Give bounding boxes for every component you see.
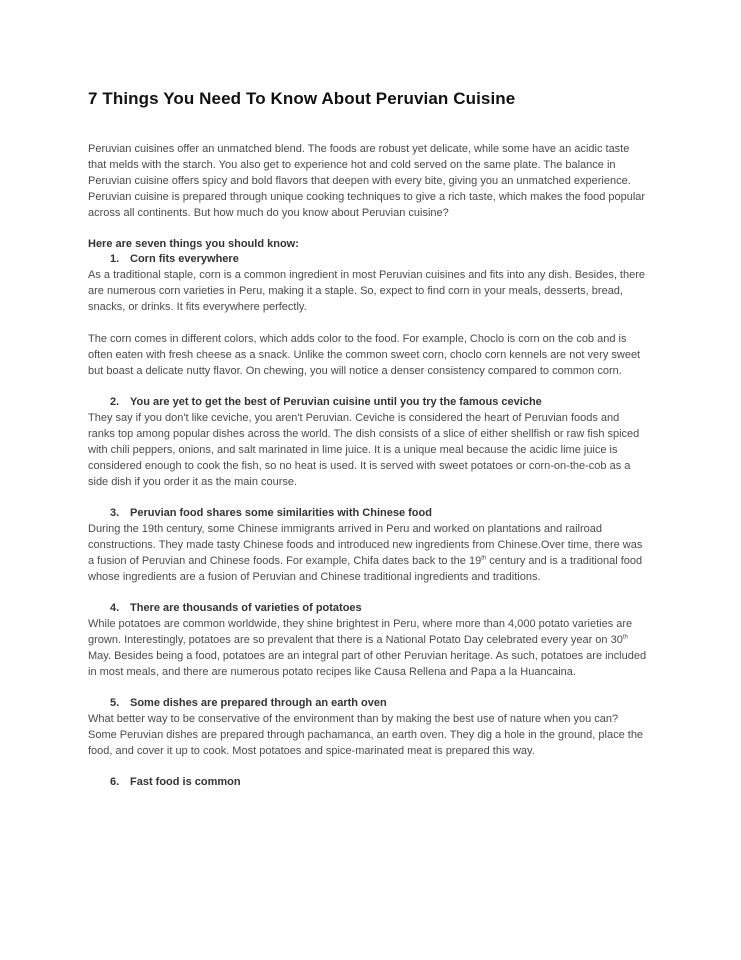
item-number: 3. xyxy=(110,507,120,519)
item-heading-potatoes xyxy=(88,601,648,616)
item-paragraph: They say if you don't like ceviche, you aren't Peruvian. Ceviche is considered the heart of Peruvian foods and ranks top among popular dishes across the world. The dish consists of a slice of either shellfish or raw fish spiced with chili peppers, onions, and salt marinated in lime juice. It is a unique meal because the acidic lime juice is considered enough to cook the fish, so no heat is used. It is served with sweet potatoes or corn-on-the-cob as a side dish if you order it as the main course. xyxy=(88,412,640,488)
item-heading-ceviche xyxy=(88,395,648,410)
item-heading-corn xyxy=(88,252,648,267)
item-heading-chinese-food xyxy=(88,506,648,521)
document-page xyxy=(88,88,648,790)
page-title: 7 Things You Need To Know About Peruvian Cuisine xyxy=(88,89,516,108)
item-number: 6. xyxy=(110,776,120,788)
item-paragraph: What better way to be conservative of the environment than by making the best use of nature when you can? Some Peruvian dishes are prepared through pachamanca, an earth oven. They dig a hole in the ground, place the food, and cover it up to cook. Most potatoes and spice-marinated meat is prepared this way. xyxy=(88,713,644,757)
item-heading-text: Peruvian food shares some similarities with Chinese food xyxy=(130,507,432,519)
item-number: 4. xyxy=(110,602,120,614)
item-heading-earth-oven xyxy=(88,696,648,711)
item-paragraph: As a traditional staple, corn is a common ingredient in most Peruvian cuisines and fits into any dish. Besides, there are numerous corn varieties in Peru, making it a staple. So, expect to find corn in your meals, desserts, bread, snacks, or drinks. It fits everywhere perfectly. xyxy=(88,269,646,313)
item-heading-text: There are thousands of varieties of potatoes xyxy=(130,602,362,614)
item-heading-text: Corn fits everywhere xyxy=(130,253,239,265)
list-intro-heading: Here are seven things you should know: xyxy=(88,238,299,250)
item-heading-text: You are yet to get the best of Peruvian cuisine until you try the famous ceviche xyxy=(130,396,542,408)
item-number: 2. xyxy=(110,396,120,408)
intro-paragraph: Peruvian cuisines offer an unmatched blend. The foods are robust yet delicate, while some have an acidic taste that melds with the starch. You also get to experience hot and cold served on the same plate. The balance in Peruvian cuisine offers spicy and bold flavors that deepen with every bite, giving you an unmatched experience. Peruvian cuisine is prepared through unique cooking techniques to give a rich taste, which makes the food popular across all continents. But how much do you know about Peruvian cuisine? xyxy=(88,143,646,219)
item-paragraph: During the 19th century, some Chinese immigrants arrived in Peru and worked on plantations and railroad constructions. They made tasty Chinese foods and introduced new ingredients from Chinese.Over time, there was a fusion of Peruvian and Chinese foods. For example, Chifa dates back to the 19th century and is a traditional food whose ingredients are a fusion of Peruvian and Chinese traditional ingredients and traditions. xyxy=(88,523,643,583)
item-number: 5. xyxy=(110,697,120,709)
item-heading-fast-food xyxy=(88,775,648,790)
item-paragraph: While potatoes are common worldwide, they shine brightest in Peru, where more than 4,000 potato varieties are grown. Interestingly, potatoes are so prevalent that there is a National Potato Day celebrated every year on 30th May. Besides being a food, potatoes are an integral part of other Peruvian heritage. As such, potatoes are included in most meals, and there are numerous potato recipes like Causa Rellena and Papa a la Huancaina. xyxy=(88,618,647,678)
item-heading-text: Some dishes are prepared through an earth oven xyxy=(130,697,387,709)
item-number: 1. xyxy=(110,253,120,265)
item-heading-text: Fast food is common xyxy=(130,776,241,788)
item-paragraph: The corn comes in different colors, which adds color to the food. For example, Choclo is corn on the cob and is often eaten with fresh cheese as a snack. Unlike the common sweet corn, choclo corn kennels are not very sweet but boast a delicate nutty flavor. On chewing, you will notice a denser consistency compared to common corn. xyxy=(88,333,641,377)
